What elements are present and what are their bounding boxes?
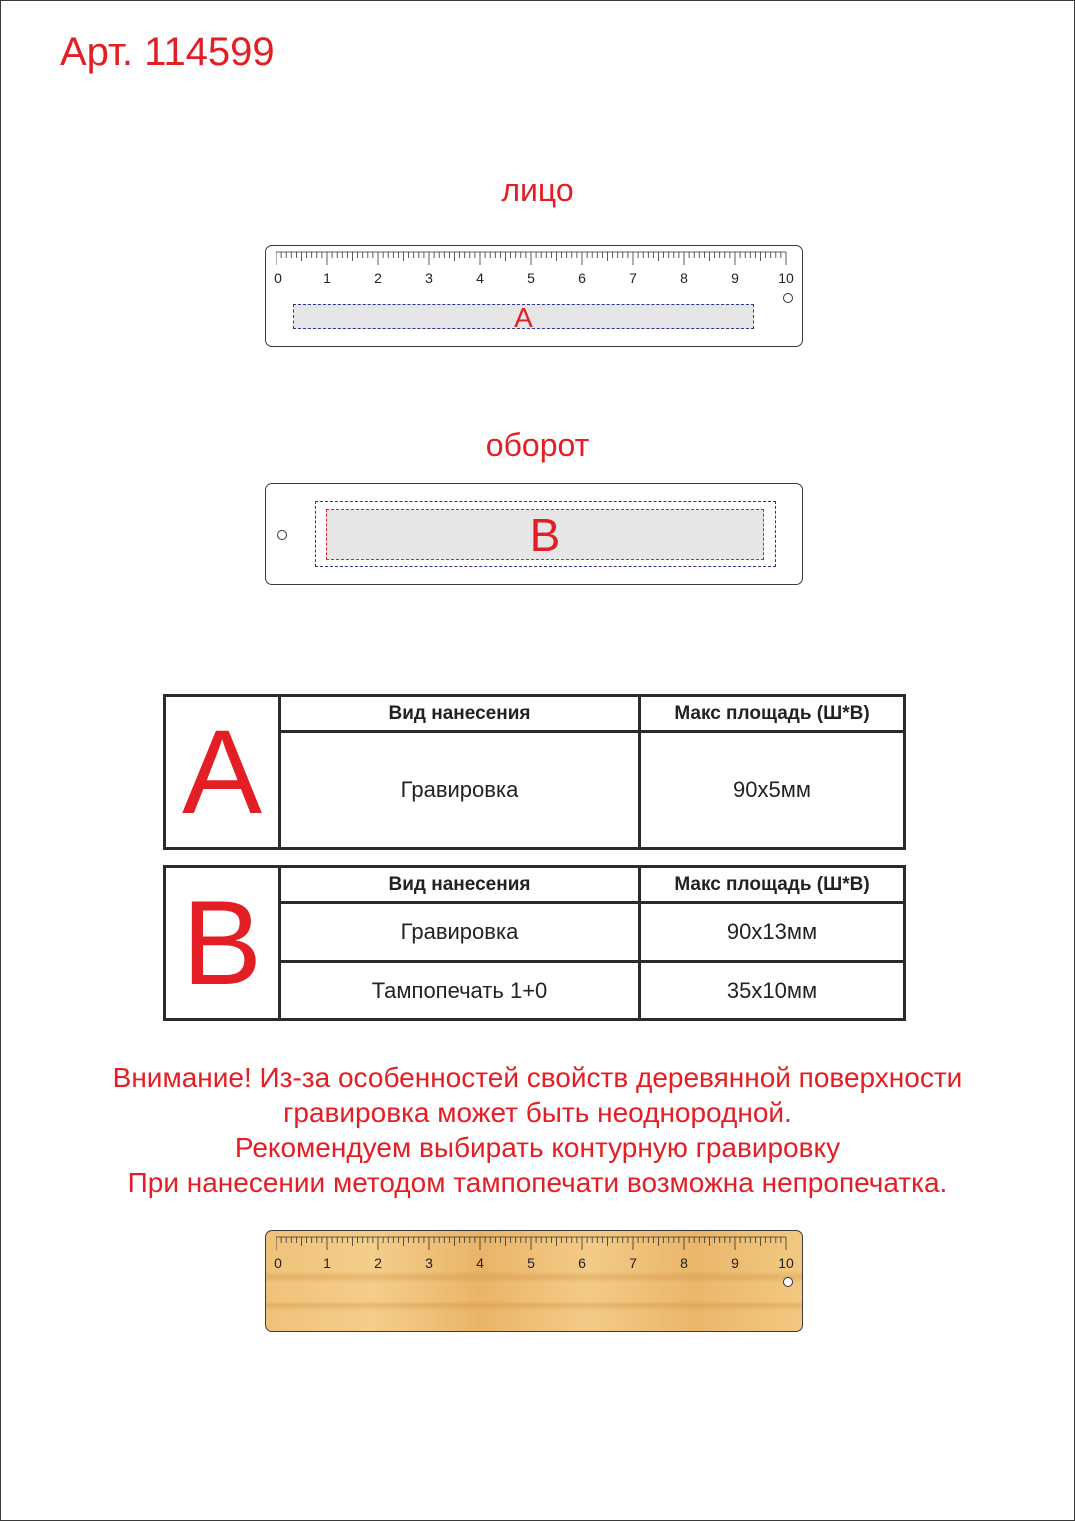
ruler-number: 6 bbox=[578, 270, 586, 286]
back-caption: оборот bbox=[485, 427, 590, 463]
method-cell: Гравировка bbox=[280, 903, 640, 962]
ruler-face-view bbox=[265, 245, 803, 347]
ruler-number: 3 bbox=[425, 270, 433, 286]
ruler-number: 5 bbox=[527, 1255, 535, 1271]
table-a-letter: A bbox=[165, 696, 280, 849]
ruler-number: 0 bbox=[274, 1255, 282, 1271]
ruler-number: 10 bbox=[778, 270, 794, 286]
ruler-number: 3 bbox=[425, 1255, 433, 1271]
ruler-hole bbox=[783, 1277, 793, 1287]
method-header: Вид нанесения bbox=[280, 867, 640, 903]
area-header: Макс площадь (Ш*В) bbox=[640, 867, 905, 903]
ruler-number: 0 bbox=[274, 270, 282, 286]
ruler-back-view bbox=[265, 483, 803, 585]
ruler-number: 4 bbox=[476, 1255, 484, 1271]
ruler-number: 9 bbox=[731, 270, 739, 286]
ruler-number: 7 bbox=[629, 270, 637, 286]
spec-table-a bbox=[163, 694, 906, 850]
warning-line: гравировка может быть неоднородной. bbox=[283, 1097, 792, 1128]
method-cell: Тампопечать 1+0 bbox=[280, 962, 640, 1020]
spec-table-b bbox=[163, 865, 906, 1021]
area-cell: 35х10мм bbox=[640, 962, 905, 1020]
warning-text bbox=[0, 1060, 1075, 1200]
face-caption: лицо bbox=[501, 172, 574, 208]
method-header: Вид нанесения bbox=[280, 696, 640, 732]
ruler-number: 2 bbox=[374, 270, 382, 286]
ruler-number: 4 bbox=[476, 270, 484, 286]
print-zone-a bbox=[293, 302, 754, 333]
ruler-number: 9 bbox=[731, 1255, 739, 1271]
warning-line: Внимание! Из-за особенностей свойств деревянной поверхности bbox=[112, 1062, 963, 1093]
ruler-wood-photo bbox=[265, 1230, 803, 1332]
ruler-number: 7 bbox=[629, 1255, 637, 1271]
warning-line: Рекомендуем выбирать контурную гравировку bbox=[234, 1132, 841, 1163]
table-b-letter: B bbox=[165, 867, 280, 1020]
print-zone-b bbox=[326, 509, 764, 560]
method-cell: Гравировка bbox=[280, 732, 640, 849]
ruler-ticks bbox=[276, 1236, 792, 1256]
area-cell: 90х5мм bbox=[640, 732, 905, 849]
ruler-number: 8 bbox=[680, 270, 688, 286]
ruler-hole bbox=[783, 293, 793, 303]
ruler-number: 6 bbox=[578, 1255, 586, 1271]
ruler-hole bbox=[277, 530, 287, 540]
area-cell: 90х13мм bbox=[640, 903, 905, 962]
article-number: Арт. 114599 bbox=[60, 30, 275, 74]
ruler-number: 1 bbox=[323, 270, 331, 286]
ruler-number: 1 bbox=[323, 1255, 331, 1271]
ruler-ticks bbox=[276, 251, 792, 271]
zone-b-label: B bbox=[529, 509, 561, 561]
zone-a-label: A bbox=[514, 302, 533, 333]
warning-line: При нанесении методом тампопечати возможна непропечатка. bbox=[127, 1167, 948, 1198]
ruler-number: 2 bbox=[374, 1255, 382, 1271]
ruler-number: 5 bbox=[527, 270, 535, 286]
ruler-number: 8 bbox=[680, 1255, 688, 1271]
area-header: Макс площадь (Ш*В) bbox=[640, 696, 905, 732]
ruler-number: 10 bbox=[778, 1255, 794, 1271]
